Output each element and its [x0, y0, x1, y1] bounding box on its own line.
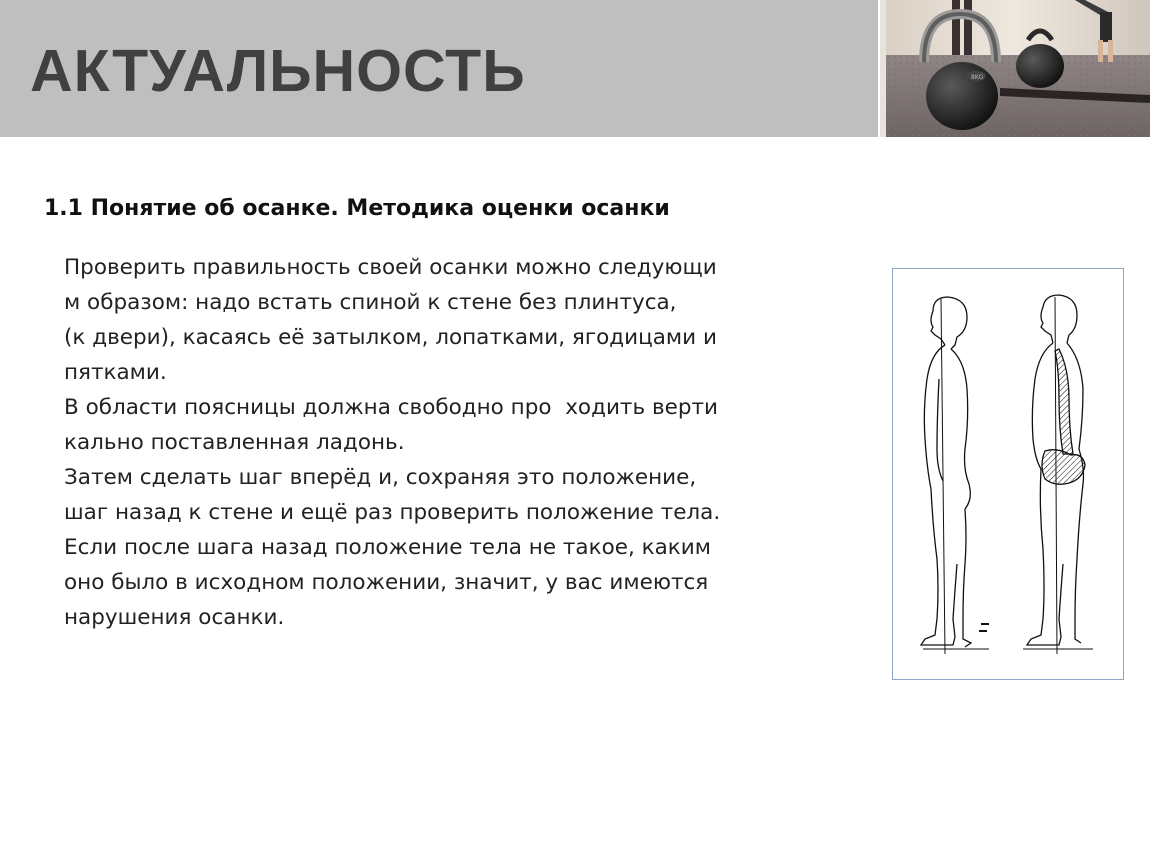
section-subtitle: 1.1 Понятие об осанке. Методика оценки осанки [44, 196, 670, 221]
body-line: пятками. [64, 360, 167, 385]
side-profile-figure [921, 297, 989, 654]
body-line: В области поясницы должна свободно про ходить верти [64, 395, 718, 420]
body-line: (к двери), касаясь её затылком, лопатками, ягодицами и [64, 325, 717, 350]
body-text [64, 250, 864, 635]
kettlebell-label: 8KG [971, 74, 984, 81]
kettlebell-photo [880, 0, 1150, 137]
body-line: нарушения осанки. [64, 605, 285, 630]
posture-figures-illustration [892, 268, 1124, 680]
body-line: Если после шага назад положение тела не такое, каким [64, 535, 711, 560]
spine-figure [1023, 295, 1093, 654]
body-line: кально поставленная ладонь. [64, 430, 405, 455]
body-line: шаг назад к стене и ещё раз проверить положение тела. [64, 500, 721, 525]
body-line: Проверить правильность своей осанки можно следующи [64, 255, 717, 280]
body-line: Затем сделать шаг вперёд и, сохраняя это положение, [64, 465, 697, 490]
page-title: АКТУАЛЬНОСТЬ [30, 38, 526, 104]
body-line: м образом: надо встать спиной к стене без плинтуса, [64, 290, 677, 315]
body-line: оно было в исходном положении, значит, у вас имеются [64, 570, 709, 595]
